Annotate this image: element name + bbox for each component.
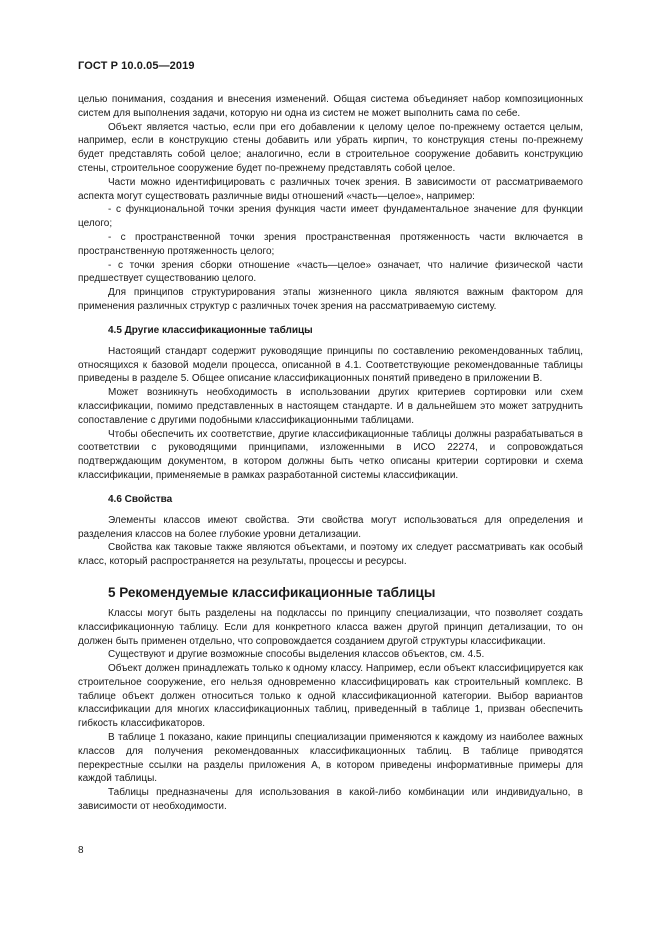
paragraph: Части можно идентифицировать с различных точек зрения. В зависимости от рассматриваемого аспекта могут существовать различные виды отношений «часть—целое», например: [78, 176, 583, 202]
paragraph: В таблице 1 показано, какие принципы специализации применяются к каждому из наиболее важных классов для получения рекомендованных классификационных таблиц. В таблице приводятся перекрестные ссылки на разделы приложения А, в котором приведены информативные примеры для каждой таблицы. [78, 732, 583, 785]
section-heading-4-6: 4.6 Свойства [108, 493, 173, 505]
paragraph: целью понимания, создания и внесения изменений. Общая система объединяет набор композиционных систем для выполнения задачи, которую ни одна из систем не может выполнить сама по себе. [78, 94, 583, 119]
list-item: - с функциональной точки зрения функция части имеет фундаментальное значение для функции целого; [78, 204, 583, 230]
paragraph: Чтобы обеспечить их соответствие, другие классификационные таблицы должны разрабатываться в соответствии с руководящими принципами, изложенными в ИСО 22274, и сопровождаться подтверждающим документом, в котором должны быть четко описаны критерии сортировки и схема классификации, применяемые в рамках разработанной системы классификации. [78, 428, 583, 481]
list-item: - с точки зрения сборки отношение «часть—целое» означает, что наличие физической части предшествует существованию целого. [78, 259, 583, 285]
section-heading-5: 5 Рекомендуемые классификационные таблицы [108, 584, 436, 600]
paragraph: Для принципов структурирования этапы жизненного цикла являются важным фактором для применения различных структур с различных точек зрения на рассматриваемую систему. [78, 287, 583, 312]
paragraph: Классы могут быть разделены на подклассы по принципу специализации, что позволяет создать классификационную таблицу. Если для конкретного класса важен другой принцип детализации, то он должен быть применен отдельно, что сопровождается созданием другой структуры классификации. [78, 607, 583, 647]
paragraph: Объект должен принадлежать только к одному классу. Например, если объект классифицируется как строительное сооружение, его нельзя одновременно классифицировать как строительный комплекс. В таблице объект должен относиться только к одной классификационной категории. Выбор вариантов классификации для многих классификационных таблиц, приведенный в таблице 1, призван обеспечить гибкость классификаторов. [78, 663, 583, 730]
paragraph: Может возникнуть необходимость в использовании других критериев сортировки или схем классификации, помимо представленных в настоящем стандарте. И в дальнейшем это может затруднить сопоставление с другими подобными классификационными таблицами. [78, 387, 583, 426]
paragraph: Настоящий стандарт содержит руководящие принципы по составлению рекомендованных таблиц, относящихся к базовой модели процесса, описанной в 4.1. Соответствующие рекомендованные таблицы приведены в разделе 5. Общее описание классификационных понятий приведено в приложении В. [78, 345, 583, 385]
list-item: - с пространственной точки зрения пространственная протяженность части включается в пространственную протяженность целого; [78, 231, 583, 257]
paragraph: Элементы классов имеют свойства. Эти свойства могут использоваться для определения и разделения классов на более глубокие уровни детализации. [78, 514, 583, 540]
page-number: 8 [78, 845, 84, 856]
paragraph: Таблицы предназначены для использования в какой-либо комбинации или индивидуально, в зависимости от необходимости. [78, 787, 583, 813]
paragraph: Объект является частью, если при его добавлении к целому целое по-прежнему остается целым, например, если в конструкцию стены добавить или убрать кирпич, то конструкция стены по-прежнему будет представлять собой целое; аналогично, если в строительное сооружение добавить конструкцию стены, строительное сооружение будет по-прежнему представлять собой целое. [78, 121, 583, 174]
document-body [78, 93, 583, 814]
paragraph: Свойства как таковые также являются объектами, и поэтому их следует рассматривать как особый класс, который распространяется на результаты, процессы и ресурсы. [78, 542, 583, 568]
section-heading-4-5: 4.5 Другие классификационные таблицы [108, 324, 313, 336]
document-header: ГОСТ Р 10.0.05—2019 [78, 60, 195, 72]
paragraph: Существуют и другие возможные способы выделения классов объектов, см. 4.5. [108, 649, 485, 661]
